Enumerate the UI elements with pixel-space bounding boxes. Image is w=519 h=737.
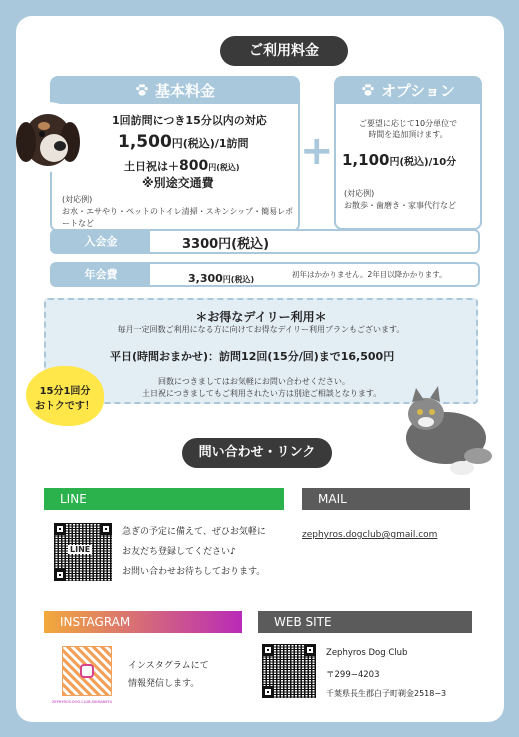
entry-fee-label: 入会金	[52, 231, 150, 252]
entry-fee-value: 3300円(税込)	[182, 237, 270, 252]
daily-plan-note1: 回数につきましてはお気軽にお問い合わせください。	[158, 377, 350, 386]
daily-plan-note2: 土日祝につきましてもご利用されたい方は別途ご相談となります。	[142, 389, 382, 398]
option-examples-label: (対応例)	[344, 189, 375, 198]
basic-holiday: 土日祝は＋800円(税込)	[124, 158, 240, 174]
daily-plan-desc: 毎月一定回数ご利用になる方に向けてお得なデイリー利用プランもございます。	[117, 325, 405, 334]
website-postal: 〒299−4203	[326, 670, 380, 680]
mail-link[interactable]: zephyros.dogclub@gmail.com	[302, 530, 438, 540]
option-header: オプション	[336, 78, 480, 104]
option-price: 1,100円(税込)/10分	[342, 151, 457, 169]
contact-title: 問い合わせ・リンク	[182, 438, 332, 468]
annual-fee-value: 3,300円(税込)	[188, 272, 255, 285]
entry-fee-row	[50, 229, 480, 254]
basic-transport: ※別途交通費	[142, 176, 214, 190]
basic-price: 1,500円(税込)/1訪問	[118, 132, 249, 152]
cat-image	[378, 376, 498, 496]
paw-icon	[135, 83, 149, 97]
line-qr-code[interactable]	[54, 523, 112, 581]
page-title: ご利用料金	[220, 36, 348, 66]
mail-header: MAIL	[302, 488, 470, 510]
basic-examples: お水・エサやり・ペットのトイレ清掃・スキンシップ・簡易レポートなど	[62, 207, 294, 228]
instagram-handle: ZEPHYROS.DOG.CLUB.SHIMANEFU	[52, 700, 113, 704]
website-header: WEB SITE	[258, 611, 472, 633]
price-sheet	[16, 16, 504, 722]
option-examples: お散歩・歯磨き・家事代行など	[344, 201, 456, 210]
line-text1: 急ぎの予定に備えて、ぜひお気軽に	[122, 527, 266, 537]
option-card	[334, 76, 482, 230]
annual-fee-row	[50, 262, 480, 287]
basic-line1: 1回訪問につき15分以内の対応	[112, 114, 267, 127]
website-qr-code[interactable]	[262, 644, 316, 698]
discount-bubble: 15分1回分 おトクです！	[26, 366, 104, 426]
option-desc2: 時間を追加頂けます。	[368, 130, 448, 139]
daily-plan-detail: 平日(時間おまかせ)：訪問12回(15分/回)まで16,500円	[110, 350, 395, 363]
option-desc1: ご要望に応じて10分単位で	[358, 119, 458, 128]
dog-photo	[16, 102, 86, 172]
cat-photo	[378, 376, 498, 496]
website-name: Zephyros Dog Club	[326, 648, 408, 658]
paw-icon	[361, 83, 375, 97]
plus-sign: +	[300, 128, 334, 174]
website-address: 千葉県長生郡白子町剃金2518−3	[326, 689, 447, 698]
line-text3: お問い合わせお待ちしております。	[122, 567, 266, 577]
instagram-qr-code[interactable]	[62, 646, 112, 696]
basic-examples-label: (対応例)	[62, 195, 93, 204]
basic-fee-header: 基本料金	[52, 78, 298, 104]
instagram-header: INSTAGRAM	[44, 611, 242, 633]
basic-fee-card	[50, 76, 300, 232]
instagram-icon	[80, 664, 94, 678]
dog-image	[16, 102, 86, 172]
line-qr-label: LINE	[70, 545, 91, 554]
line-header: LINE	[44, 488, 284, 510]
daily-plan-title: ＊お得なデイリー利用＊	[195, 310, 327, 324]
instagram-text1: インスタグラムにて	[128, 661, 209, 671]
instagram-text2: 情報発信します。	[128, 679, 200, 689]
annual-fee-note: 初年はかかりません。2年目以降かかります。	[292, 270, 447, 279]
annual-fee-label: 年会費	[52, 264, 150, 285]
line-text2: お友だち登録してください♪	[122, 547, 236, 557]
